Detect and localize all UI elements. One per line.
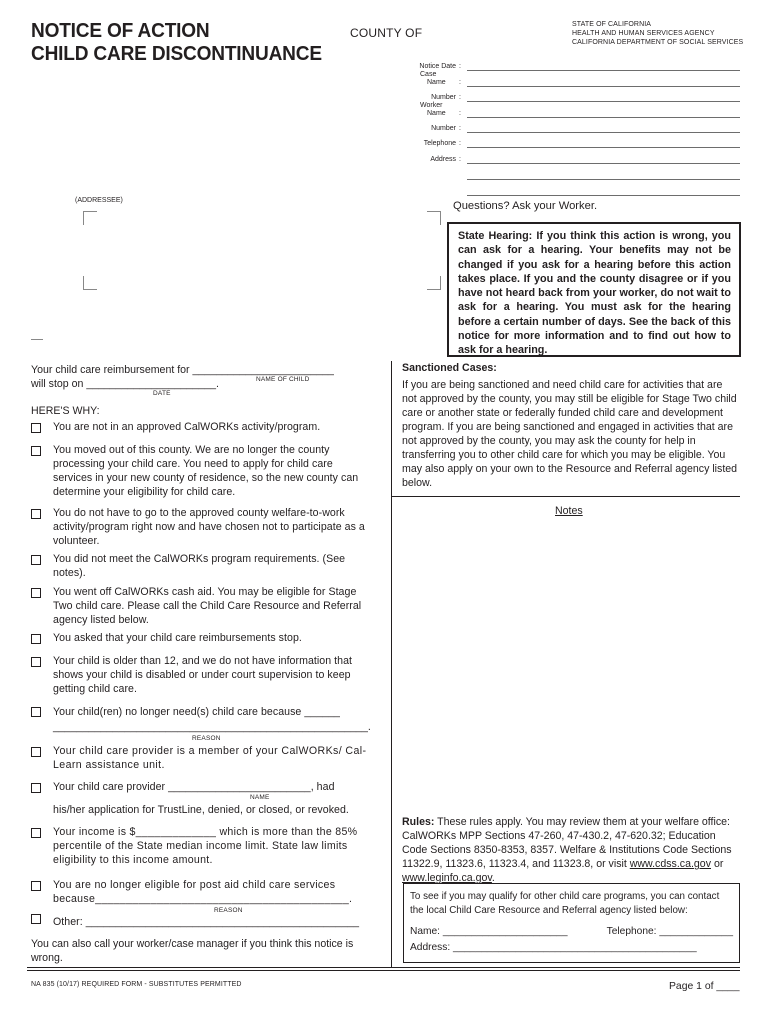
case-name-label: Case xyxy=(420,71,437,78)
agency-line-1: STATE OF CALIFORNIA xyxy=(572,21,652,28)
rules-body: These rules apply. You may review them at your welfare office: CalWORKs MPP Sections 47-260, 47-430.2, 47-620.32; Education Code Sections 8350-8353, 8357. Welfare & Institutions Code Sections 11322.9, 11323.6, 11323.4, and 11323.8, or visit xyxy=(402,816,732,870)
case-number-field[interactable] xyxy=(467,101,740,102)
agency-address-field[interactable]: Address: ___________________________________________ xyxy=(410,941,697,953)
field-colon: : xyxy=(459,79,461,86)
reimbursement-line-2: will stop on ______________________. xyxy=(31,378,219,390)
field-colon: : xyxy=(459,140,461,147)
field-colon: : xyxy=(459,125,461,132)
rules-heading: Rules: xyxy=(402,816,435,828)
reason-checkbox-11[interactable] xyxy=(31,828,41,838)
reason-7: Your child is older than 12, and we do not have information that shows your child is disabled or under court supervision to keep getting child care. xyxy=(53,655,353,695)
reason-2: You moved out of this county. We are no longer the county processing your child care. You need to apply for child care services in your new county of residence, so the new county can determine your eligibility for child care. xyxy=(53,444,359,498)
reason-12: You are no longer eligible for post aid child care services because_________________________________________. xyxy=(53,879,353,905)
name-of-child-caption: NAME OF CHILD xyxy=(256,376,310,383)
reason-10-line-2: his/her application for TrustLine, denied, or closed, or revoked. xyxy=(53,804,349,816)
fold-mark xyxy=(31,339,43,340)
addressee-corner-tr xyxy=(427,211,441,225)
agency-name-field[interactable]: Name: ______________________ xyxy=(410,926,568,937)
reason-checkbox-8[interactable] xyxy=(31,707,41,717)
sanctioned-text: If you are being sanctioned and need child care for activities that are not approved by the county, you may still be eligible for Stage Two child care or another state or federally funded child care and development program. If you are being sanctioned and engaged in activities that are not approved by the county, you may ask the county for help in transferring you to other child care for which you may be eligible. You may also apply on your own to the Resource and Referral agency listed below. xyxy=(402,379,738,489)
reason-checkbox-6[interactable] xyxy=(31,634,41,644)
field-colon: : xyxy=(459,94,461,101)
reason-checkbox-5[interactable] xyxy=(31,588,41,598)
questions-text: Questions? Ask your Worker. xyxy=(453,200,598,212)
addressee-corner-br xyxy=(427,276,441,290)
reason-checkbox-4[interactable] xyxy=(31,555,41,565)
agency-line-3: CALIFORNIA DEPARTMENT OF SOCIAL SERVICES xyxy=(572,39,744,46)
footer-rule xyxy=(27,967,740,968)
worker-name-field[interactable] xyxy=(467,117,740,118)
reason-checkbox-7[interactable] xyxy=(31,657,41,667)
addressee-corner-tl xyxy=(83,211,97,225)
address-field-line-1[interactable] xyxy=(467,163,740,164)
worker-name-label-2: Name xyxy=(427,110,446,117)
reason-10: Your child care provider ________________________, had xyxy=(53,781,335,793)
reason-8: Your child(ren) no longer need(s) child care because ______ xyxy=(53,706,341,718)
notice-date-label: Notice Date xyxy=(419,63,456,70)
reason-checkbox-12[interactable] xyxy=(31,881,41,891)
reason-13: Other: ______________________________________________ xyxy=(53,916,360,928)
form-id: NA 835 (10/17) REQUIRED FORM - SUBSTITUTES PERMITTED xyxy=(31,981,242,988)
cdss-link[interactable]: www.cdss.ca.gov xyxy=(629,858,711,870)
reason-checkbox-1[interactable] xyxy=(31,423,41,433)
reason-3: You do not have to go to the approved county welfare-to-work activity/program right now and have chosen not to participate as a volunteer. xyxy=(53,507,365,547)
reason-checkbox-9[interactable] xyxy=(31,747,41,757)
reason-11: Your income is $_____________ which is more than the 85% percentile of the State median income limit. State law limits eligibility to this income amount. xyxy=(53,826,358,866)
reason-4: You did not meet the CalWORKs program requirements. (See notes). xyxy=(53,553,346,579)
heres-why-heading: HERE'S WHY: xyxy=(31,405,100,417)
rules-text xyxy=(402,815,742,885)
reason-caption-12: REASON xyxy=(214,907,243,914)
state-hearing-box: State Hearing: If you think this action is wrong, you can ask for a hearing. Your benefits may not be changed if you ask for a hearing before this action takes place. If you and the county disagree or if you have not heard back from your worker, do not wait to ask for a hearing. You must ask for the hearing before a certain number of days. See the back of this notice for more information and to find out how to ask for a hearing. xyxy=(447,222,741,357)
page-number: Page 1 of ____ xyxy=(669,981,740,992)
closing-text: You can also call your worker/case manager if you think this notice is wrong. xyxy=(31,938,354,964)
footer-rule-2 xyxy=(27,970,740,971)
field-colon: : xyxy=(459,110,461,117)
sanctioned-heading: Sanctioned Cases: xyxy=(402,362,497,374)
reimbursement-line-1: Your child care reimbursement for ________________________ xyxy=(31,364,334,376)
worker-number-field[interactable] xyxy=(467,132,740,133)
agency-telephone-field[interactable]: Telephone: _____________ xyxy=(606,926,733,937)
resource-referral-text: To see if you may qualify for other child care programs, you can contact the local Child Care Resource and Referral agency listed below: xyxy=(410,891,720,916)
rules-end: . xyxy=(491,872,495,884)
column-divider xyxy=(391,361,392,967)
reason-checkbox-13[interactable] xyxy=(31,914,41,924)
county-label: COUNTY OF xyxy=(350,26,423,40)
reason-checkbox-3[interactable] xyxy=(31,509,41,519)
reason-checkbox-2[interactable] xyxy=(31,446,41,456)
date-caption: DATE xyxy=(153,390,171,397)
page-title: NOTICE OF ACTION xyxy=(31,19,210,42)
notes-label: Notes xyxy=(555,505,583,517)
addressee-corner-bl xyxy=(83,276,97,290)
reason-9: Your child care provider is a member of your CalWORKs/ Cal-Learn assistance unit. xyxy=(53,745,367,771)
worker-name-label: Worker xyxy=(420,102,443,109)
agency-line-2: HEALTH AND HUMAN SERVICES AGENCY xyxy=(572,30,715,37)
leginfo-link[interactable]: www.leginfo.ca.gov xyxy=(402,872,492,884)
notes-rule xyxy=(391,496,740,497)
worker-number-label: Number xyxy=(431,125,456,132)
reason-1: You are not in an approved CalWORKs activity/program. xyxy=(53,421,321,433)
field-colon: : xyxy=(459,156,461,163)
name-caption: NAME xyxy=(250,794,270,801)
address-label: Address xyxy=(430,156,456,163)
address-field-line-3[interactable] xyxy=(467,195,740,196)
telephone-field[interactable] xyxy=(467,147,740,148)
rules-or: or xyxy=(711,858,724,870)
reason-5: You went off CalWORKs cash aid. You may be eligible for Stage Two child care. Please call the Child Care Resource and Referral agency listed below. xyxy=(53,586,362,626)
address-field-line-2[interactable] xyxy=(467,179,740,180)
addressee-label: (ADDRESSEE) xyxy=(75,197,123,204)
reason-caption-8: REASON xyxy=(192,735,221,742)
reason-checkbox-10[interactable] xyxy=(31,783,41,793)
case-number-label: Number xyxy=(431,94,456,101)
reason-8-line: _____________________________________________________. xyxy=(53,721,371,733)
case-name-field[interactable] xyxy=(467,86,740,87)
notice-date-field[interactable] xyxy=(467,70,740,71)
case-name-label-2: Name xyxy=(427,79,446,86)
field-colon: : xyxy=(459,63,461,70)
telephone-label: Telephone xyxy=(423,140,456,147)
resource-referral-box xyxy=(403,883,740,963)
page-subtitle: CHILD CARE DISCONTINUANCE xyxy=(31,42,322,65)
reason-6: You asked that your child care reimbursements stop. xyxy=(53,632,302,644)
